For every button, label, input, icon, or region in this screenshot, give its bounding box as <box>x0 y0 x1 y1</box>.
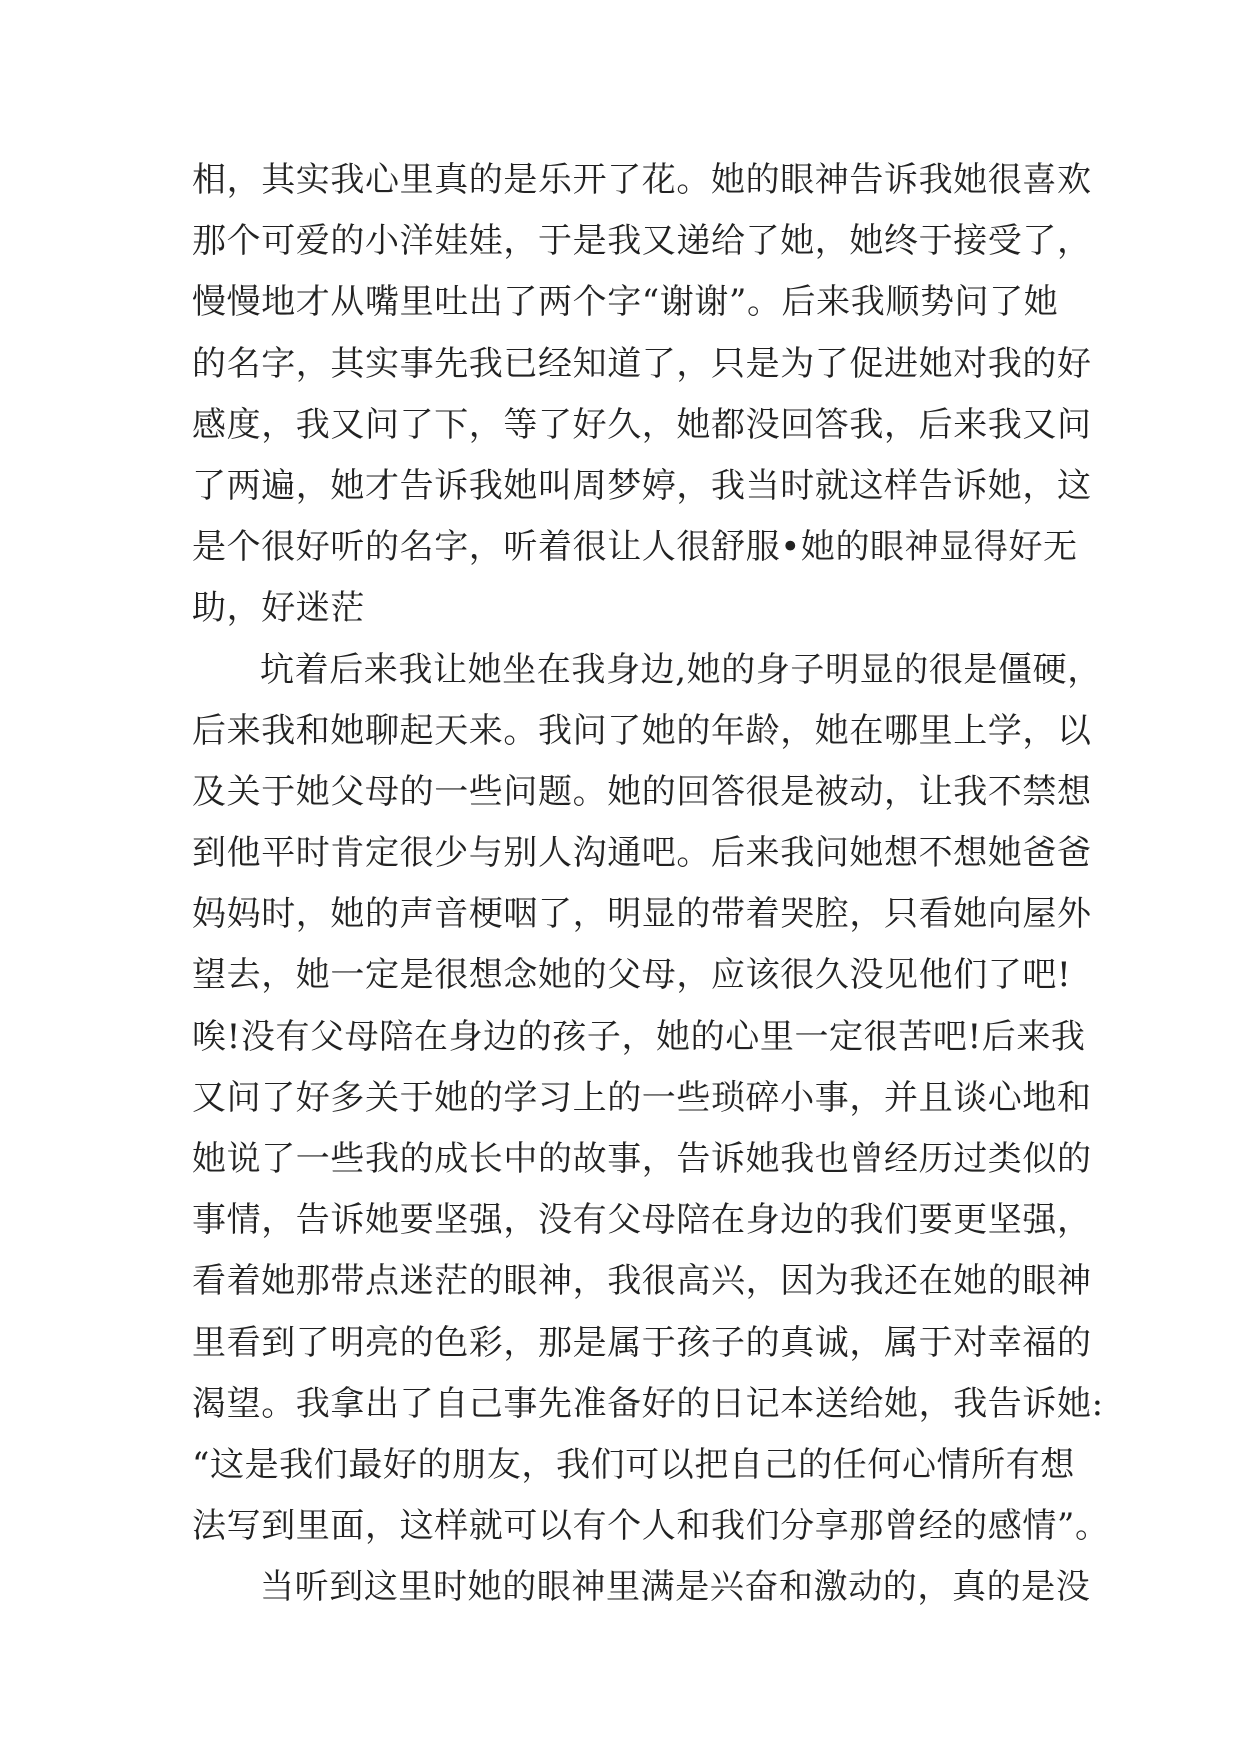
text-line: 慢慢地才从嘴里吐出了两个字“谢谢”。后来我顺势问了她 <box>192 282 1059 323</box>
text-line: “这是我们最好的朋友，我们可以把自己的任何心情所有想 <box>192 1444 1075 1485</box>
text-line: 望去，她一定是很想念她的父母，应该很久没见他们了吧! <box>192 955 1072 996</box>
text-line: 法写到里面，这样就可以有个人和我们分享那曾经的感情”。 <box>192 1506 1110 1547</box>
text-line: 妈妈时，她的声音梗咽了，明显的带着哭腔，只看她向屋外 <box>192 894 1092 935</box>
text-line: 那个可爱的小洋娃娃，于是我又递给了她，她终于接受了， <box>192 221 1092 262</box>
text-line: 及关于她父母的一些问题。她的回答很是被动，让我不禁想 <box>192 771 1092 812</box>
text-line: 相，其实我心里真的是乐开了花。她的眼神告诉我她很喜欢 <box>192 160 1092 200</box>
paragraph-start-line: 坑着后来我让她坐在我身边,她的身子明显的很是僵硬， <box>260 649 1102 690</box>
text-line: 后来我和她聊起天来。我问了她的年龄，她在哪里上学，以 <box>192 710 1092 751</box>
text-line: 唉!没有父母陪在身边的孩子，她的心里一定很苦吧!后来我 <box>192 1016 1086 1057</box>
text-line: 是个很好听的名字，听着很让人很舒服•她的眼神显得好无 <box>192 527 1078 568</box>
document-body <box>192 150 1110 1619</box>
text-line: 助，好迷茫 <box>192 588 365 629</box>
text-line: 事情，告诉她要坚强，没有父母陪在身边的我们要更坚强， <box>192 1200 1092 1241</box>
text-line: 渴望。我拿出了自己事先准备好的日记本送给她，我告诉她: <box>192 1383 1104 1424</box>
paragraph-start-line: 当听到这里时她的眼神里满是兴奋和激动的，真的是没 <box>260 1567 1091 1608</box>
text-line: 到他平时肯定很少与别人沟通吧。后来我问她想不想她爸爸 <box>192 833 1092 874</box>
text-line: 感度，我又问了下，等了好久，她都没回答我，后来我又问 <box>192 404 1092 445</box>
text-line: 的名字，其实事先我已经知道了，只是为了促进她对我的好 <box>192 343 1092 384</box>
text-line: 了两遍，她才告诉我她叫周梦婷，我当时就这样告诉她，这 <box>192 465 1092 506</box>
text-line: 看着她那带点迷茫的眼神，我很高兴，因为我还在她的眼神 <box>192 1261 1092 1302</box>
text-line: 又问了好多关于她的学习上的一些琐碎小事，并且谈心地和 <box>192 1077 1092 1118</box>
text-line: 里看到了明亮的色彩，那是属于孩子的真诚，属于对幸福的 <box>192 1322 1092 1363</box>
text-line: 她说了一些我的成长中的故事，告诉她我也曾经历过类似的 <box>192 1139 1092 1179</box>
